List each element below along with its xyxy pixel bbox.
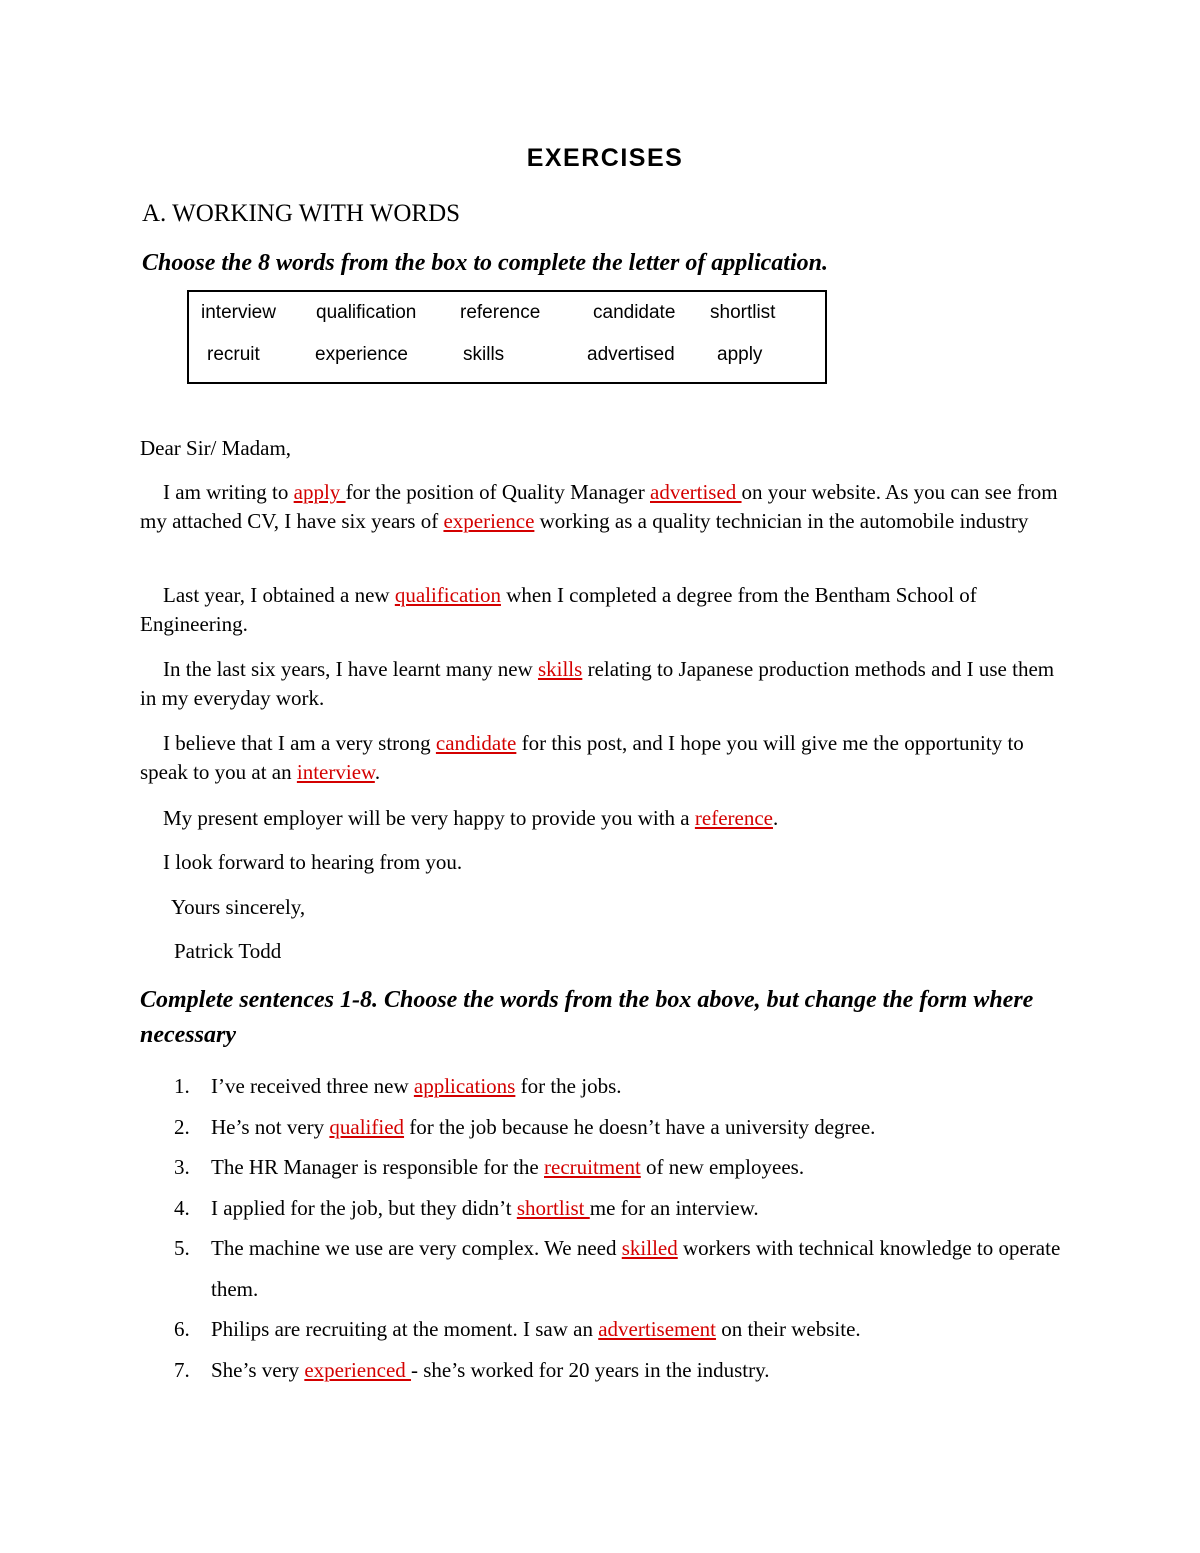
letter-paragraph <box>140 729 1070 787</box>
item-number: 3. <box>174 1155 190 1179</box>
letter-text: relating to Japanese production methods and I use them in my everyday work. <box>140 657 1055 710</box>
letter-text: Last year, I obtained a new <box>163 583 395 607</box>
word-box-item: apply <box>717 344 763 365</box>
answer-word: advertisement <box>598 1317 717 1341</box>
word-box-item: reference <box>460 302 541 323</box>
answer-word: skills <box>537 657 583 681</box>
list-item <box>140 1309 1080 1350</box>
list-item <box>140 1188 1080 1229</box>
letter-paragraph <box>140 478 1070 536</box>
signature-text: Patrick Todd <box>174 939 282 963</box>
sentence-text: - she’s worked for 20 years in the industry. <box>411 1357 770 1382</box>
answer-word: interview <box>296 760 375 784</box>
answer-word: experienced <box>304 1357 412 1382</box>
list-item <box>140 1066 1080 1107</box>
letter-text: when I completed a degree from the Bentham School of Engineering. <box>140 583 977 636</box>
item-number: 1. <box>174 1074 190 1098</box>
item-number: 2. <box>174 1114 190 1139</box>
answer-word: shortlist <box>516 1195 590 1220</box>
page-title: EXERCISES <box>526 144 684 172</box>
answer-word: qualification <box>394 583 501 607</box>
sentence-text: He’s not very <box>211 1114 330 1139</box>
item-number: 7. <box>174 1357 190 1382</box>
list-item <box>140 1147 1080 1188</box>
item-number: 5. <box>174 1236 190 1260</box>
sentence-text: of new employees. <box>640 1155 805 1179</box>
sentence-text: for the job because he doesn’t have a university degree. <box>404 1114 876 1139</box>
word-box-item: experience <box>315 344 408 365</box>
letter-paragraph <box>140 655 1070 713</box>
word-box <box>187 290 827 384</box>
letter-text: . <box>772 806 779 830</box>
letter-text: working as a quality technician in the automobile industry <box>534 509 1029 533</box>
sentence-text: She’s very <box>211 1357 305 1382</box>
section-a-heading: A. WORKING WITH WORDS <box>142 200 461 227</box>
letter-paragraph <box>140 848 1070 877</box>
word-box-item: advertised <box>587 344 675 365</box>
sentence-text: workers with technical knowledge to operate them. <box>211 1236 1061 1301</box>
sentence-text: Philips are recruiting at the moment. I saw an <box>211 1317 599 1341</box>
letter-text: . <box>374 760 381 784</box>
answer-word: reference <box>694 806 773 830</box>
sentence-text: for the jobs. <box>515 1074 622 1098</box>
closing-text: Yours sincerely, <box>171 895 306 919</box>
word-box-item: recruit <box>207 344 260 365</box>
salutation-text: Dear Sir/ Madam, <box>140 436 292 460</box>
word-box-item: interview <box>201 302 276 323</box>
letter-paragraph <box>140 581 1070 639</box>
answer-word: candidate <box>435 731 517 755</box>
letter-text: I am writing to <box>163 480 294 504</box>
letter-paragraph <box>140 804 1070 833</box>
sentence-text: I applied for the job, but they didn’t <box>211 1195 517 1220</box>
letter-closing <box>140 893 1070 922</box>
answer-word: experience <box>443 509 535 533</box>
letter-salutation <box>140 434 1070 463</box>
answer-word: skilled <box>621 1236 678 1260</box>
answer-word: apply <box>293 480 346 504</box>
letter-text: My present employer will be very happy to provide you with a <box>163 806 695 830</box>
word-box-item: candidate <box>593 302 676 323</box>
letter-text: In the last six years, I have learnt many new <box>163 657 538 681</box>
section-a-instruction: Choose the 8 words from the box to complete the letter of application. <box>142 250 828 276</box>
sentence-list <box>140 1066 1080 1390</box>
letter-signature <box>140 937 1070 966</box>
letter-text: for the position of Quality Manager <box>345 480 650 504</box>
sentence-text: on their website. <box>716 1317 861 1341</box>
list-item <box>140 1350 1080 1391</box>
item-number: 6. <box>174 1317 190 1341</box>
sentence-text: I’ve received three new <box>211 1074 414 1098</box>
answer-word: advertised <box>650 480 742 504</box>
list-item <box>140 1228 1080 1309</box>
section-b-instruction: Complete sentences 1-8. Choose the words from the box above, but change the form where necessary <box>140 987 1034 1048</box>
letter-text: I believe that I am a very strong <box>163 731 436 755</box>
letter-text: for this post, and I hope you will give me the opportunity to speak to you at an <box>140 731 1024 784</box>
answer-word: applications <box>413 1074 516 1098</box>
word-box-item: skills <box>463 344 505 365</box>
letter-text: on your website. As you can see from my attached CV, I have six years of <box>140 480 1058 533</box>
word-box-item: shortlist <box>710 302 776 323</box>
letter-text: I look forward to hearing from you. <box>163 850 463 874</box>
answer-word: recruitment <box>544 1155 641 1179</box>
word-box-item: qualification <box>316 302 417 323</box>
sentence-text: The HR Manager is responsible for the <box>211 1155 544 1179</box>
sentence-text: me for an interview. <box>589 1195 759 1220</box>
sentence-text: The machine we use are very complex. We need <box>211 1236 622 1260</box>
answer-word: qualified <box>329 1114 405 1139</box>
item-number: 4. <box>174 1195 190 1220</box>
list-item <box>140 1107 1080 1148</box>
